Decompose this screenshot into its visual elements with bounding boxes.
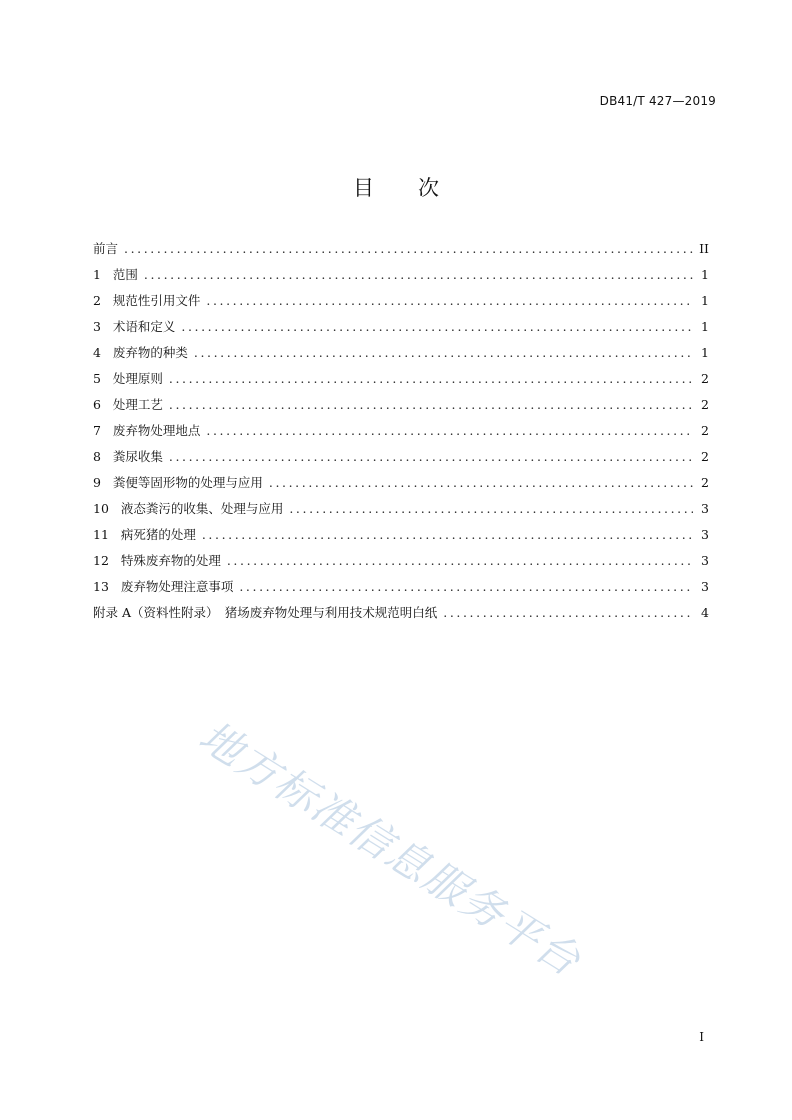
toc-leader-dots	[202, 522, 693, 548]
toc-entry[interactable]	[93, 444, 709, 470]
toc-entry-page: 2	[701, 371, 709, 386]
toc-entry-page: 1	[701, 267, 709, 282]
toc-entry[interactable]	[93, 522, 709, 548]
toc-entry-number: 10	[93, 501, 121, 516]
toc-entry[interactable]	[93, 314, 709, 340]
toc-entry-label: 废弃物处理地点	[112, 423, 201, 438]
toc-leader-dots	[239, 574, 693, 600]
toc-entry-page: 1	[701, 345, 709, 360]
toc-entry-label: 附录 A（资料性附录） 猪场废弃物处理与利用技术规范明白纸	[93, 605, 438, 620]
toc-entry-page: 3	[701, 579, 709, 594]
toc-entry-page: 2	[701, 423, 709, 438]
toc-leader-dots	[206, 288, 693, 314]
toc-entry-foreword[interactable]	[93, 236, 709, 262]
toc-entry-number: 11	[93, 527, 121, 542]
toc-leader-dots	[144, 262, 693, 288]
toc-entry-number: 7	[93, 423, 113, 438]
toc-entry-label: 特殊废弃物的处理	[120, 553, 221, 568]
toc-entry-number: 9	[93, 475, 113, 490]
toc-entry[interactable]	[93, 392, 709, 418]
toc-entry-page: 2	[701, 449, 709, 464]
toc-leader-dots	[194, 340, 693, 366]
toc-entry[interactable]	[93, 418, 709, 444]
toc-entry[interactable]	[93, 366, 709, 392]
watermark: 地方标准信息服务平台	[190, 711, 590, 987]
toc-entry[interactable]	[93, 288, 709, 314]
toc-entry[interactable]	[93, 548, 709, 574]
toc-entry-label: 处理工艺	[112, 397, 163, 412]
toc-entry-number: 12	[93, 553, 121, 568]
toc-leader-dots	[181, 314, 693, 340]
toc-entry-label: 粪便等固形物的处理与应用	[112, 475, 263, 490]
toc-entry-page: 3	[701, 527, 709, 542]
toc-leader-dots	[289, 496, 693, 522]
toc-entry-label: 范围	[112, 267, 138, 282]
toc-entry[interactable]	[93, 496, 709, 522]
toc-title	[0, 172, 792, 202]
toc-leader-dots	[169, 392, 693, 418]
toc-leader-dots	[269, 470, 693, 496]
toc-leader-dots	[124, 236, 693, 262]
toc-entry-label: 粪尿收集	[112, 449, 163, 464]
toc-entry-number: 4	[93, 345, 113, 360]
toc-entry-page: 3	[701, 501, 709, 516]
toc-entry-page: 3	[701, 553, 709, 568]
document-code: DB41/T 427—2019	[599, 94, 716, 108]
toc-title-char-1: 目	[353, 176, 374, 200]
toc-entry-label: 液态粪污的收集、处理与应用	[120, 501, 284, 516]
toc-entry-label: 前言	[93, 241, 119, 256]
toc-entry-label: 病死猪的处理	[120, 527, 196, 542]
toc-entry-page: II	[699, 241, 709, 256]
toc-entry-label: 废弃物的种类	[112, 345, 188, 360]
toc-entry-page: 1	[701, 319, 709, 334]
toc-entry-label: 术语和定义	[112, 319, 176, 334]
toc-entry-number: 2	[93, 293, 113, 308]
toc-entry-page: 2	[701, 397, 709, 412]
toc-entry[interactable]	[93, 470, 709, 496]
toc-entry-label: 规范性引用文件	[112, 293, 201, 308]
toc-leader-dots	[443, 600, 693, 626]
toc-entry[interactable]	[93, 262, 709, 288]
toc-entry-number: 6	[93, 397, 113, 412]
toc-leader-dots	[206, 418, 693, 444]
toc-entry-label: 处理原则	[112, 371, 163, 386]
toc-leader-dots	[169, 444, 693, 470]
toc-leader-dots	[227, 548, 693, 574]
toc-entry-number: 13	[93, 579, 121, 594]
toc-leader-dots	[169, 366, 693, 392]
toc-entry-page: 4	[701, 605, 709, 620]
toc-entry-number: 1	[93, 267, 113, 282]
page-number: I	[699, 1030, 704, 1044]
toc-entry-number: 5	[93, 371, 113, 386]
toc-entry[interactable]	[93, 574, 709, 600]
toc-entry-page: 1	[701, 293, 709, 308]
toc-entry[interactable]	[93, 340, 709, 366]
toc-entry-number: 3	[93, 319, 113, 334]
toc-title-char-2: 次	[418, 176, 439, 200]
toc-entry-number: 8	[93, 449, 113, 464]
toc-entry-page: 2	[701, 475, 709, 490]
toc-entry-label: 废弃物处理注意事项	[120, 579, 234, 594]
table-of-contents	[93, 236, 709, 626]
toc-entry-appendix-a[interactable]	[93, 600, 709, 626]
